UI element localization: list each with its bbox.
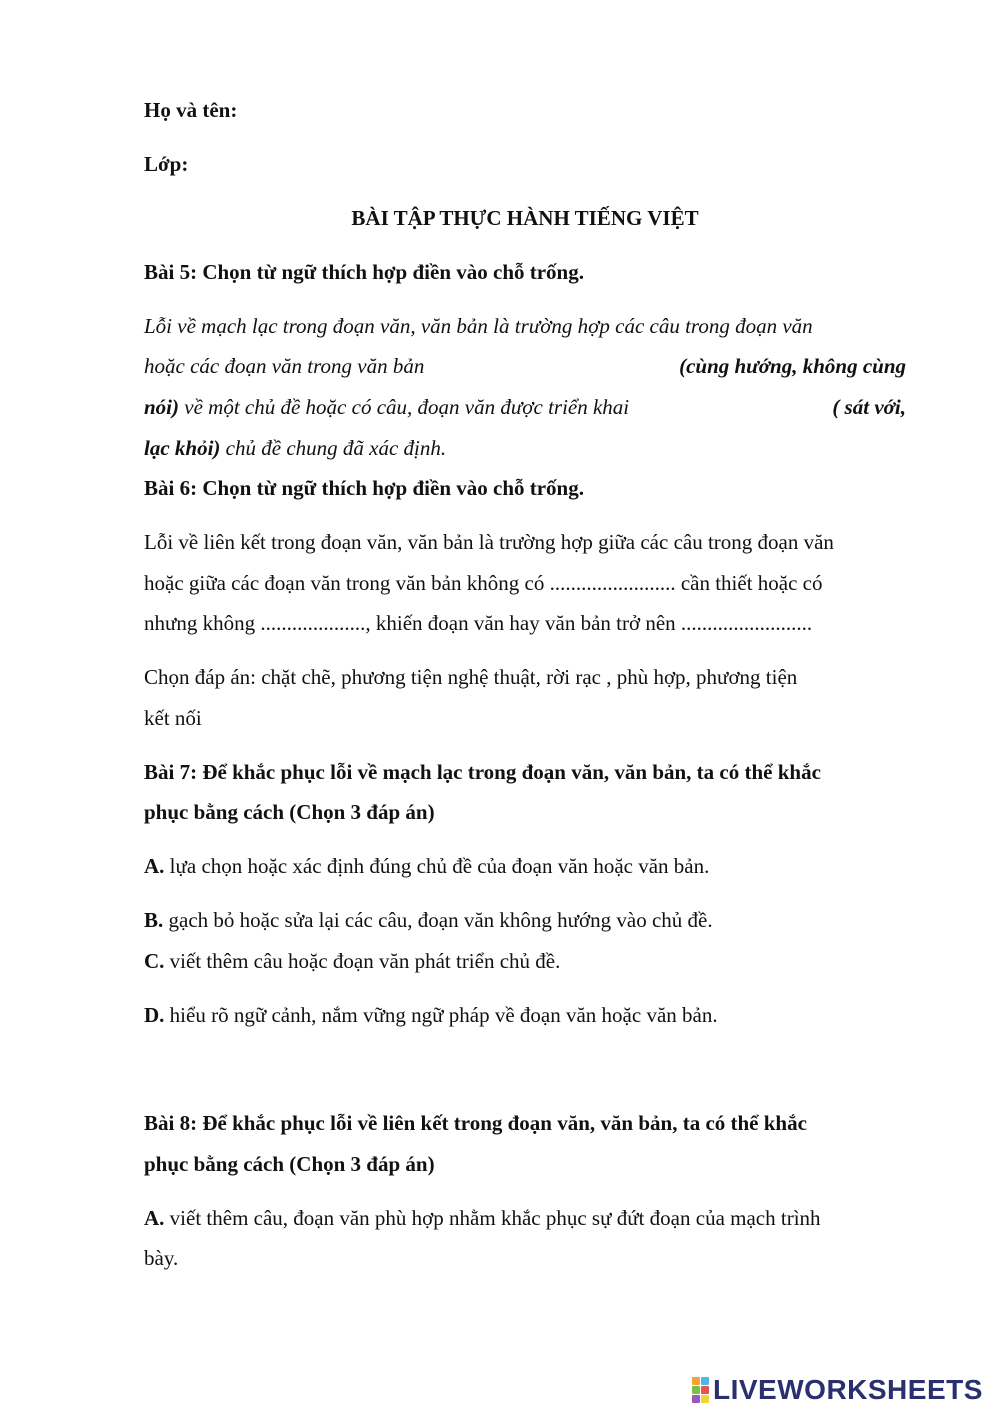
bai7-option-d [144, 1002, 906, 1028]
bai6-line3: nhưng không ...................., khiến đoạn văn hay văn bản trở nên ......................... [144, 611, 813, 635]
bai5-line3-bold: nói) [144, 395, 180, 419]
bai8-heading-line1: Bài 8: Để khắc phục lỗi về liên kết trong đoạn văn, văn bản, ta có thể khắc [144, 1111, 807, 1135]
liveworksheets-logo[interactable] [692, 1374, 992, 1406]
option-letter: A. [144, 854, 165, 878]
class-label: Lớp: [144, 152, 189, 176]
option-letter: A. [144, 1206, 165, 1230]
bai8-option-a-line1 [144, 1205, 906, 1231]
bai5-line4-text: chủ đề chung đã xác định. [220, 436, 447, 460]
option-text: hiểu rõ ngữ cảnh, nắm vững ngữ pháp về đoạn văn hoặc văn bản. [164, 1003, 718, 1027]
bai7-option-c [144, 948, 906, 974]
bai5-line2-text: hoặc các đoạn văn trong văn bản [144, 354, 425, 378]
bai8-heading-line2: phục bằng cách (Chọn 3 đáp án) [144, 1152, 435, 1176]
page-title: BÀI TẬP THỰC HÀNH TIẾNG VIỆT [351, 206, 699, 230]
bai5-heading: Bài 5: Chọn từ ngữ thích hợp điền vào chỗ trống. [144, 260, 584, 284]
bai6-line2: hoặc giữa các đoạn văn trong văn bản không có ........................ cần thiết hoặc có [144, 571, 823, 595]
bai6-line1: Lỗi về liên kết trong đoạn văn, văn bản là trường hợp giữa các câu trong đoạn văn [144, 530, 834, 554]
bai7-heading-line2: phục bằng cách (Chọn 3 đáp án) [144, 800, 435, 824]
option-letter: D. [144, 1003, 165, 1027]
bai5-line4 [144, 435, 906, 461]
bai5-line3-text: về một chủ đề hoặc có câu, đoạn văn được triển khai [179, 395, 630, 419]
bai7-option-a [144, 853, 906, 879]
bai5-line2 [144, 353, 906, 379]
bai7-option-b [144, 907, 906, 933]
bai7-heading-line1: Bài 7: Để khắc phục lỗi về mạch lạc trong đoạn văn, văn bản, ta có thể khắc [144, 760, 821, 784]
logo-text: LIVEWORKSHEETS [713, 1374, 983, 1405]
bai5-line1-text: Lỗi về mạch lạc trong đoạn văn, văn bản là trường hợp các câu trong đoạn văn [144, 314, 813, 338]
bai5-line1 [144, 313, 906, 339]
name-label: Họ và tên: [144, 98, 238, 122]
bai6-heading: Bài 6: Chọn từ ngữ thích hợp điền vào chỗ trống. [144, 476, 584, 500]
option-text: viết thêm câu, đoạn văn phù hợp nhằm khắc phục sự đứt đoạn của mạch trình [164, 1206, 821, 1230]
option-text: gạch bỏ hoặc sửa lại các câu, đoạn văn không hướng vào chủ đề. [163, 908, 713, 932]
option-text: viết thêm câu hoặc đoạn văn phát triển chủ đề. [164, 949, 561, 973]
option-letter: C. [144, 949, 165, 973]
bai5-line2-hint: (cùng hướng, không cùng [679, 354, 906, 378]
bai6-choices-line1: Chọn đáp án: chặt chẽ, phương tiện nghệ thuật, rời rạc , phù hợp, phương tiện [144, 665, 798, 689]
bai5-line3-hint: ( sát với, [832, 395, 906, 419]
bai8-option-a-line2: bày. [144, 1246, 179, 1270]
bai6-choices-line2: kết nối [144, 706, 202, 730]
option-text: lựa chọn hoặc xác định đúng chủ đề của đoạn văn hoặc văn bản. [164, 854, 710, 878]
option-letter: B. [144, 908, 164, 932]
bai5-line4-bold: lạc khỏi) [144, 436, 221, 460]
bai5-line3 [144, 394, 906, 420]
liveworksheets-logo-icon [692, 1377, 710, 1403]
